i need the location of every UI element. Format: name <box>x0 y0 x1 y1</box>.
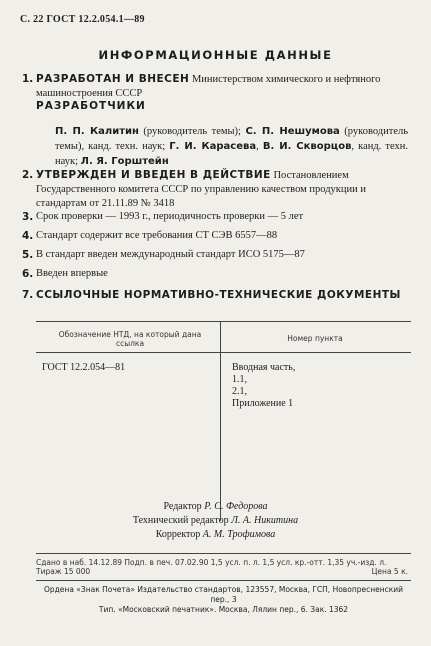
editor-name: А. М. Трофимова <box>202 529 276 540</box>
item-number: 3. <box>22 211 34 223</box>
imprint-block <box>36 558 408 576</box>
item-text: Стандарт содержит все требования СТ СЭВ 6557—88 <box>36 230 278 241</box>
editor-line <box>0 528 431 542</box>
item-number: 4. <box>22 230 34 242</box>
item-number: 2. <box>22 169 34 181</box>
item-text: В стандарт введен международный стандарт ИСО 5175—87 <box>36 249 305 260</box>
point-line: 2.1, <box>232 386 247 397</box>
section-title: ИНФОРМАЦИОННЫЕ ДАННЫЕ <box>98 48 333 62</box>
table-header-document: Обозначение НТД, на который дана ссылка <box>58 330 202 348</box>
item-number: 7. <box>22 289 34 301</box>
imprint-bottom-rule <box>36 580 411 581</box>
point-line: Приложение 1 <box>232 398 294 409</box>
info-item-6 <box>22 267 408 281</box>
imprint-top-rule <box>36 553 411 554</box>
info-item-2 <box>22 168 408 211</box>
developer-role: , канд. техн. наук; <box>55 141 409 167</box>
developers-list: П. П. Калитин (руководитель темы); С. П. Нешумова (руководитель темы), канд. техн. наук; Г. И. Карасева, В. И. Скворцов, канд. техн. наук; Л. Я. Горштейн <box>55 126 409 167</box>
item-number: 6. <box>22 268 34 280</box>
developer-role: (руководитель темы), канд. техн. наук; <box>55 126 409 152</box>
table-top-rule <box>36 321 411 322</box>
table-cell-document: ГОСТ 12.2.054—81 <box>42 362 126 373</box>
item-number: 5. <box>22 249 34 261</box>
imprint-price: Цена 5 к. <box>371 567 408 576</box>
item-text: Министерством химического и нефтяного машиностроения СССР <box>36 74 381 99</box>
table-column-divider <box>220 321 221 521</box>
item-lead: УТВЕРЖДЕН И ВВЕДЕН В ДЕЙСТВИЕ <box>36 169 271 181</box>
developer-name: Л. Я. Горштейн <box>80 156 169 167</box>
item-lead: ССЫЛОЧНЫЕ НОРМАТИВНО-ТЕХНИЧЕСКИЕ ДОКУМЕНТЫ <box>36 289 401 301</box>
info-item-7 <box>22 288 408 303</box>
developer-role: (руководитель темы); <box>143 126 246 137</box>
developers-heading: РАЗРАБОТЧИКИ <box>36 100 146 112</box>
point-line: 1.1, <box>232 374 247 385</box>
table-header-point: Номер пункта <box>287 334 343 343</box>
page-header: С. 22 ГОСТ 12.2.054.1—89 <box>20 14 145 25</box>
editor-role: Редактор <box>163 501 202 512</box>
info-item-5 <box>22 248 408 262</box>
item-number: 1. <box>22 73 34 85</box>
editor-line <box>0 514 431 528</box>
imprint-line <box>36 567 408 576</box>
item-text: Введен впервые <box>36 268 108 279</box>
item-lead: РАЗРАБОТАН И ВНЕСЕН <box>36 73 190 85</box>
editor-name: Р. С. Федорова <box>204 501 268 512</box>
info-item-4 <box>22 229 408 243</box>
editor-line <box>0 500 431 514</box>
publisher-line: Ордена «Знак Почета» Издательство стандартов, 123557, Москва, ГСП, Новопресненский пер., 3 <box>43 585 404 604</box>
editor-role: Корректор <box>155 529 201 540</box>
info-item-1 <box>22 72 408 101</box>
table-header-rule <box>36 352 411 353</box>
item-text: Срок проверки — 1993 г., периодичность проверки — 5 лет <box>36 211 304 222</box>
publisher-line: Тип. «Московский печатник». Москва, Лялин пер., 6. Зак. 1362 <box>98 605 349 614</box>
editor-role: Технический редактор <box>132 515 229 526</box>
item-text: Постановлением Государственного комитета СССР по управлению качеством продукции и стандартам от 21.11.89 № 3418 <box>36 170 366 209</box>
table-cell-points <box>232 362 295 410</box>
publisher-block <box>36 585 411 615</box>
editor-name: Л. А. Никитина <box>231 515 299 526</box>
developer-name: В. И. Скворцов <box>262 141 352 152</box>
imprint-circulation: Тираж 15 000 <box>36 567 91 576</box>
developer-name: П. П. Калитин <box>55 126 139 137</box>
point-line: Вводная часть, <box>232 362 296 373</box>
editors-block <box>0 500 431 542</box>
info-item-3 <box>22 210 408 224</box>
imprint-line: Сдано в наб. 14.12.89 Подп. в печ. 07.02.90 1,5 усл. п. л. 1,5 усл. кр.-отт. 1,35 уч.-изд. л. <box>36 558 387 567</box>
developer-name: С. П. Нешумова <box>245 126 340 137</box>
developer-name: Г. И. Карасева <box>169 141 257 152</box>
